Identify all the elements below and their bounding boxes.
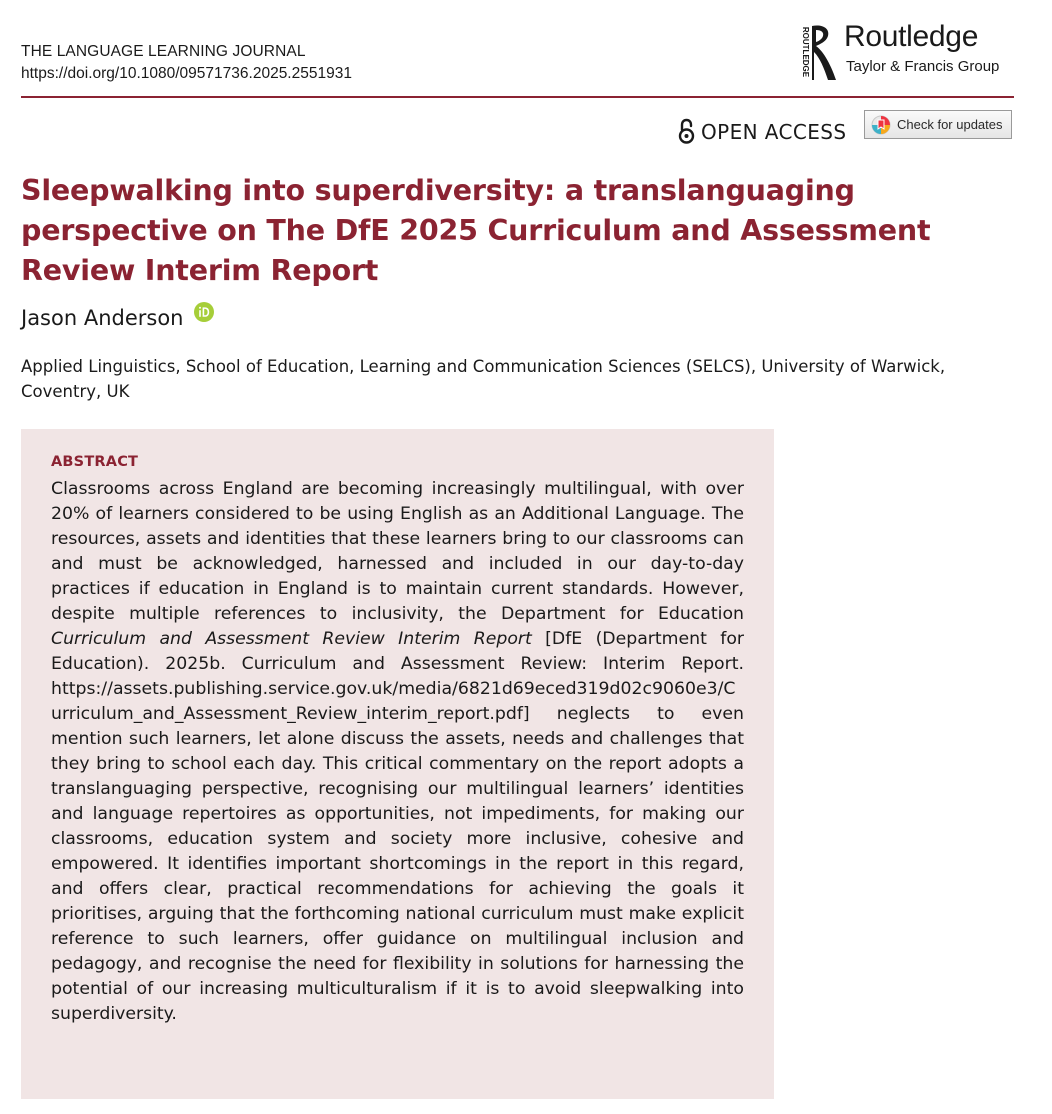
author-affiliation: Applied Linguistics, School of Education, Learning and Communication Sciences (SELCS), University of Warwick, Coventry, UK	[21, 357, 946, 401]
open-lock-icon	[678, 118, 695, 145]
orcid-icon[interactable]	[194, 302, 214, 322]
check-for-updates-label: Check for updates	[897, 117, 1003, 132]
check-for-updates-button[interactable]	[864, 110, 1012, 139]
author-name[interactable]: Jason Anderson	[21, 306, 184, 330]
abstract-report-title: Curriculum and Assessment Review Interim Report	[51, 629, 532, 649]
doi-link[interactable]: https://doi.org/10.1080/09571736.2025.2551931	[21, 65, 352, 82]
abstract-text-part1: Classrooms across England are becoming increasingly multilingual, with over 20% of learners considered to be using English as an Additional Language. The resources, assets and identities that these learners bring to our classrooms can and must be acknowledged, harnessed and included in our day-to-day practices if education in England is to maintain current standards. However, despite multiple references to inclusivity, the Department for Education	[51, 479, 744, 624]
abstract-heading: ABSTRACT	[51, 454, 139, 470]
article-title: Sleepwalking into superdiversity: a translanguaging perspective on The DfE 2025 Curriculum and Assessment Review Interim Report	[21, 174, 931, 287]
open-access-label: OPEN ACCESS	[701, 119, 847, 144]
abstract-text	[51, 477, 744, 1027]
publisher-branding[interactable]	[794, 20, 1014, 84]
open-access-badge	[678, 118, 846, 145]
abstract-panel	[21, 429, 774, 1099]
crossmark-icon	[871, 115, 891, 135]
publisher-name: Routledge	[844, 20, 979, 53]
routledge-logo	[794, 22, 838, 82]
abstract-text-part2: [DfE (Department for Education). 2025b. Curriculum and Assessment Review: Interim Report. https://assets.publishing.service.gov.uk/media/6821d69eced319d02c9060e3/Curriculum_and_Assessment_Review_interim_report.pdf] neglects to even mention such learners, let alone discuss the assets, needs and challenges that they bring to school each day. This critical commentary on the report adopts a translanguaging perspective, recognising our multilingual learners’ identities and language repertoires as opportunities, not impediments, for making our classrooms, education system and society more inclusive, cohesive and empowered. It identifies important shortcomings in the report in this regard, and offers clear, practical recommendations for achieving the goals it prioritises, arguing that the forthcoming national curriculum must make explicit reference to such learners, offer guidance on multilingual inclusion and pedagogy, and recognise the need for flexibility in solutions for harnessing the potential of our increasing multiculturalism if it is to avoid sleepwalking into superdiversity.	[51, 629, 745, 1024]
author-line	[21, 306, 214, 330]
publisher-logo-text: ROUTLEDGE	[801, 26, 810, 78]
publisher-group: Taylor & Francis Group	[846, 58, 1000, 75]
header-divider	[21, 96, 1014, 98]
journal-name: THE LANGUAGE LEARNING JOURNAL	[21, 43, 306, 60]
article-header	[21, 20, 1014, 98]
